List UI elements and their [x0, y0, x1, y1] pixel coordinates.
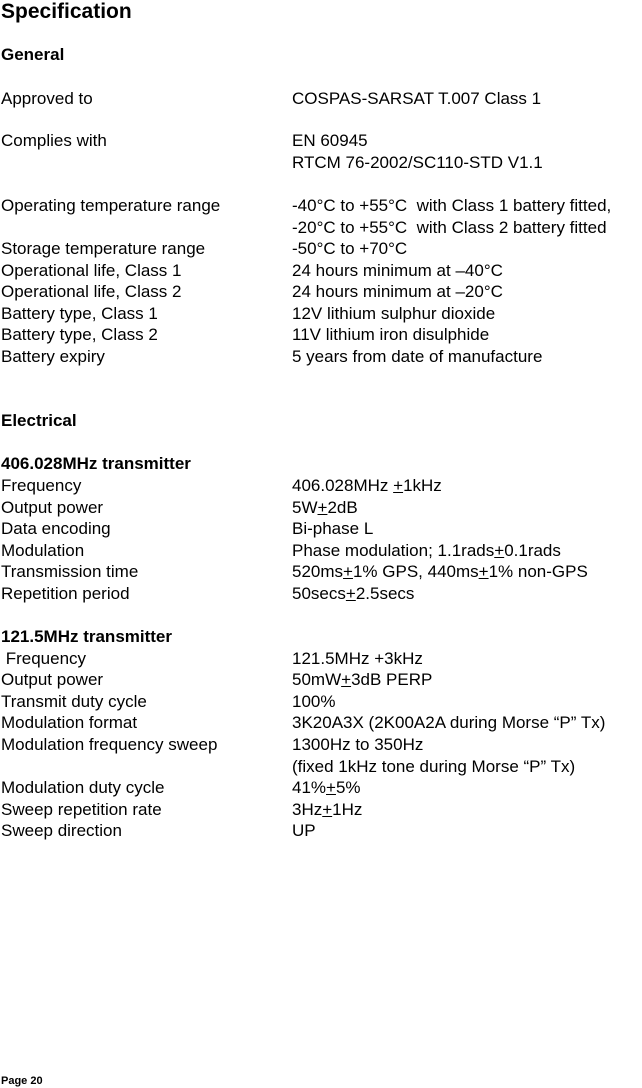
page-title: Specification: [1, 0, 132, 23]
complies-value-1: EN 60945: [292, 131, 368, 150]
tx121-modduty-value: 41%+5%: [292, 778, 361, 797]
battery-class2-label: Battery type, Class 2: [1, 325, 158, 344]
tx406-repetition-value: 50secs+2.5secs: [292, 584, 415, 603]
battery-class2-value: 11V lithium iron disulphide: [292, 325, 490, 344]
tx121-modformat-label: Modulation format: [1, 713, 138, 732]
general-heading: General: [1, 45, 65, 64]
tx406-modulation-value: Phase modulation; 1.1rads+0.1rads: [292, 541, 561, 560]
tx406-txtime-label: Transmission time: [1, 562, 139, 581]
tx406-txtime-value: 520ms+1% GPS, 440ms+1% non-GPS: [292, 562, 588, 581]
life-class1-value: 24 hours minimum at –40°C: [292, 261, 503, 280]
life-class1-label: Operational life, Class 1: [1, 261, 182, 280]
tx406-encoding-value: Bi-phase L: [292, 519, 374, 538]
tx406-frequency-value: 406.028MHz +1kHz: [292, 476, 442, 495]
tx406-heading: 406.028MHz transmitter: [1, 454, 191, 473]
tx406-modulation-label: Modulation: [1, 541, 85, 560]
tx121-power-label: Output power: [1, 670, 104, 689]
tx121-modformat-value: 3K20A3X (2K00A2A during Morse “P” Tx): [292, 713, 606, 732]
tx406-encoding-label: Data encoding: [1, 519, 111, 538]
tx121-power-value: 50mW+3dB PERP: [292, 670, 433, 689]
tx121-sweeprate-label: Sweep repetition rate: [1, 800, 162, 819]
tx121-duty-value: 100%: [292, 692, 336, 711]
tx121-duty-label: Transmit duty cycle: [1, 692, 147, 711]
complies-value-2: RTCM 76-2002/SC110-STD V1.1: [292, 153, 543, 172]
tx121-frequency-value: 121.5MHz +3kHz: [292, 649, 423, 668]
tx121-sweep-label: Modulation frequency sweep: [1, 735, 218, 754]
battery-expiry-value: 5 years from date of manufacture: [292, 347, 543, 366]
approved-value: COSPAS-SARSAT T.007 Class 1: [292, 89, 542, 108]
tx406-power-value: 5W+2dB: [292, 498, 358, 517]
tx406-repetition-label: Repetition period: [1, 584, 130, 603]
battery-class1-value: 12V lithium sulphur dioxide: [292, 304, 496, 323]
tx121-frequency-label: Frequency: [1, 649, 87, 668]
battery-expiry-label: Battery expiry: [1, 347, 105, 366]
tx121-sweepdir-value: UP: [292, 821, 316, 840]
op-temp-label: Operating temperature range: [1, 196, 221, 215]
life-class2-value: 24 hours minimum at –20°C: [292, 282, 503, 301]
storage-label: Storage temperature range: [1, 239, 206, 258]
tx406-frequency-label: Frequency: [1, 476, 82, 495]
tx121-modduty-label: Modulation duty cycle: [1, 778, 165, 797]
life-class2-label: Operational life, Class 2: [1, 282, 182, 301]
tx121-sweeprate-value: 3Hz+1Hz: [292, 800, 363, 819]
storage-value: -50°C to +70°C: [292, 239, 408, 258]
tx121-heading: 121.5MHz transmitter: [1, 627, 173, 646]
tx121-sweepdir-label: Sweep direction: [1, 821, 122, 840]
tx406-power-label: Output power: [1, 498, 104, 517]
electrical-heading: Electrical: [1, 411, 77, 430]
complies-label: Complies with: [1, 131, 107, 150]
approved-label: Approved to: [1, 89, 93, 108]
battery-class1-label: Battery type, Class 1: [1, 304, 158, 323]
tx121-sweep-value-1: 1300Hz to 350Hz: [292, 735, 424, 754]
op-temp-value-1: -40°C to +55°C with Class 1 battery fitted,: [292, 196, 612, 215]
tx121-sweep-value-2: (fixed 1kHz tone during Morse “P” Tx): [292, 757, 576, 776]
op-temp-value-2: -20°C to +55°C with Class 2 battery fitted: [292, 218, 607, 237]
page-number: Page 20: [1, 1075, 43, 1087]
